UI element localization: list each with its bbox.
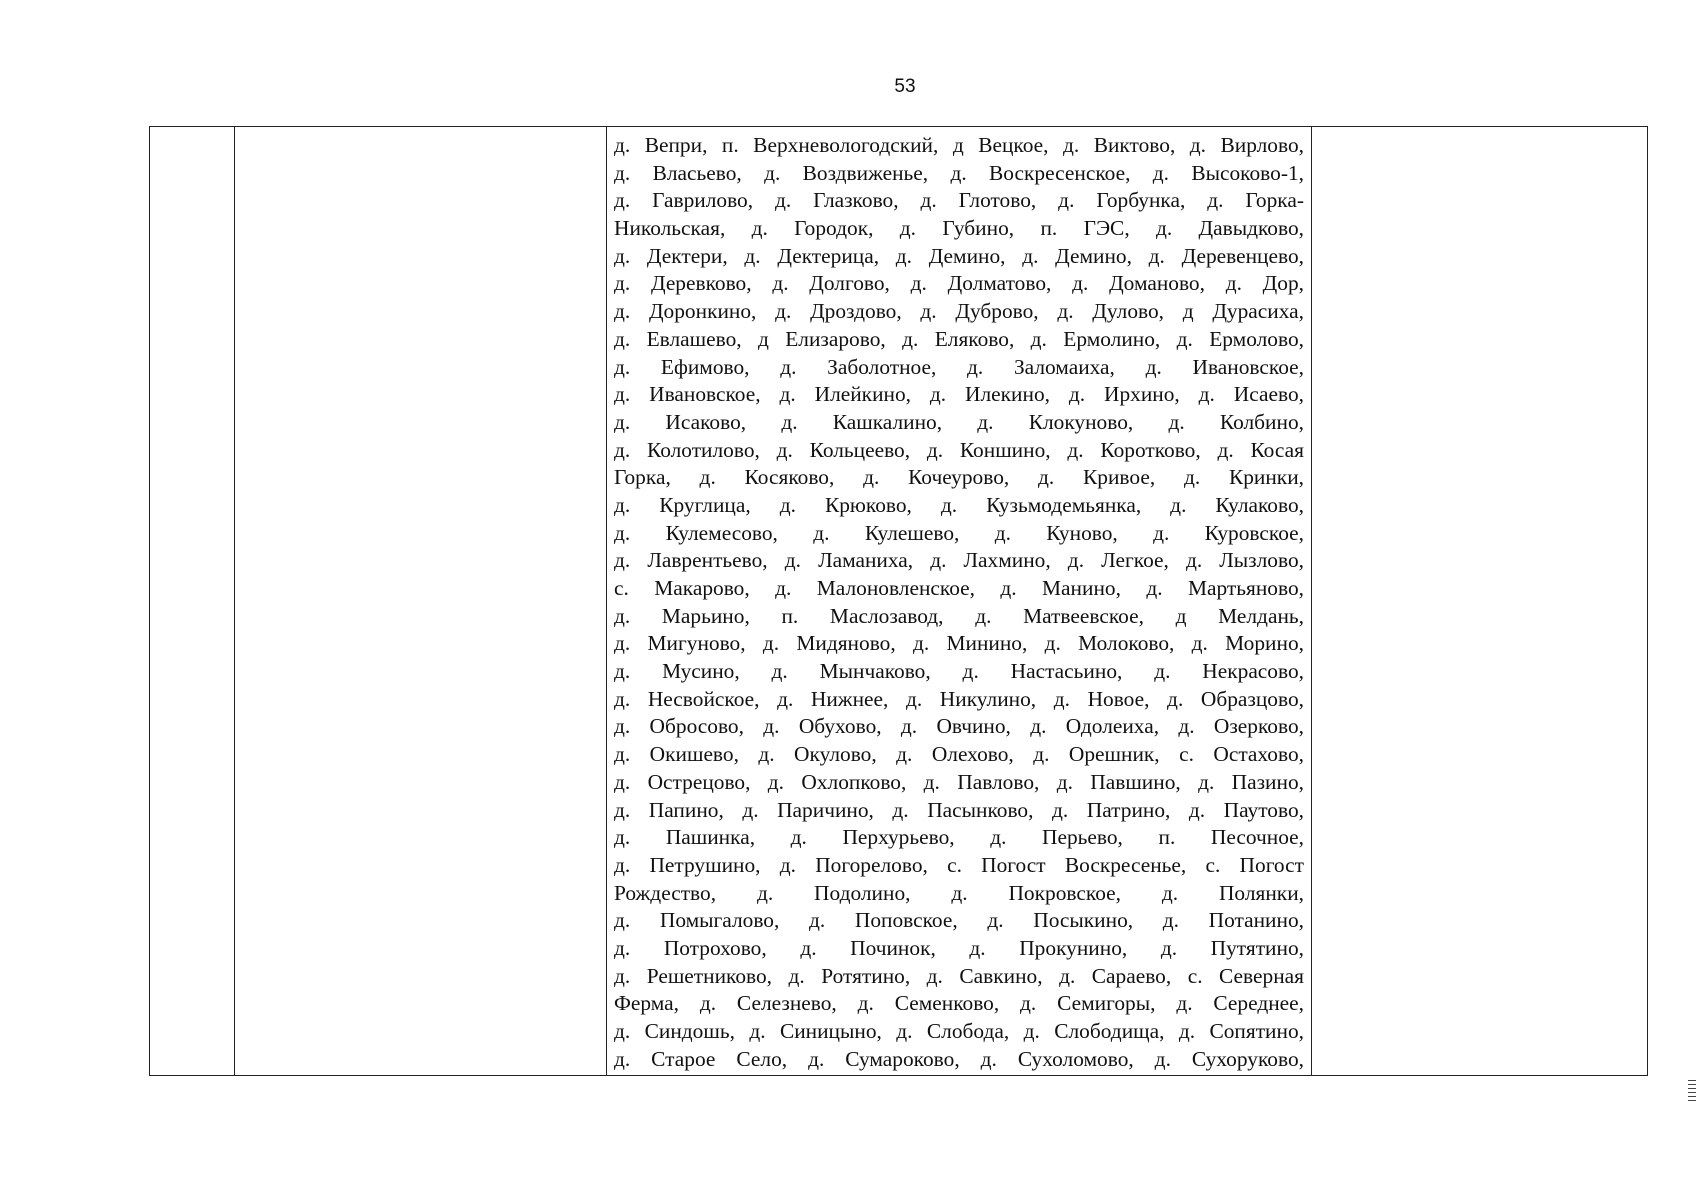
settlements-line: д. Кулемесово, д. Кулешево, д. Куново, д. Куровское,	[614, 520, 1304, 545]
settlements-line: Никольская, д. Городок, д. Губино, п. ГЭС, д. Давыдково,	[614, 216, 1304, 241]
margin-tick	[1688, 1092, 1696, 1093]
settlements-line: д. Доронкино, д. Дроздово, д. Дуброво, д. Дулово, д Дурасиха,	[614, 299, 1304, 324]
settlements-line: д. Колотилово, д. Кольцеево, д. Коншино, д. Коротково, д. Косая	[614, 437, 1304, 462]
settlements-line: д. Мигуново, д. Мидяново, д. Минино, д. Молоково, д. Морино,	[614, 631, 1304, 656]
settlements-line: д. Круглица, д. Крюково, д. Кузьмодемьянка, д. Кулаково,	[614, 492, 1304, 517]
settlements-line: д. Лаврентьево, д. Ламаниха, д. Лахмино, д. Легкое, д. Лызлово,	[614, 548, 1304, 573]
settlements-line: д. Вепри, п. Верхневологодский, д Вецкое, д. Виктово, д. Вирлово,	[614, 133, 1304, 157]
settlements-list-cell	[614, 132, 1304, 1072]
settlements-line: д. Деревково, д. Долгово, д. Долматово, д. Доманово, д. Дор,	[614, 271, 1304, 296]
settlements-line: д. Острецово, д. Охлопково, д. Павлово, д. Павшино, д. Пазино,	[614, 769, 1304, 794]
settlements-line: д. Евлашево, д Елизарово, д. Еляково, д. Ермолино, д. Ермолово,	[614, 326, 1304, 351]
settlements-line: д. Ефимово, д. Заболотное, д. Заломаиха, д. Ивановское,	[614, 354, 1304, 379]
settlements-line: д. Решетниково, д. Ротятино, д. Савкино, д. Сараево, с. Северная	[614, 963, 1304, 988]
settlements-line: д. Петрушино, д. Погорелово, с. Погост Воскресенье, с. Погост	[614, 852, 1304, 877]
settlements-line: д. Исаково, д. Кашкалино, д. Клокуново, д. Колбино,	[614, 409, 1304, 434]
table-column-divider-1	[234, 127, 235, 1075]
settlements-line: д. Марьино, п. Маслозавод, д. Матвеевское, д Мелдань,	[614, 603, 1304, 628]
margin-tick	[1688, 1080, 1696, 1081]
settlements-line: д. Гаврилово, д. Глазково, д. Глотово, д. Горбунка, д. Горка-	[614, 188, 1304, 213]
settlements-line: д. Помыгалово, д. Поповское, д. Посыкино, д. Потанино,	[614, 908, 1304, 933]
table-column-divider-3	[1311, 127, 1312, 1075]
settlements-line: д. Обросово, д. Обухово, д. Овчино, д. Одолеиха, д. Озерково,	[614, 714, 1304, 739]
settlements-line: д. Потрохово, д. Починок, д. Прокунино, д. Путятино,	[614, 935, 1304, 960]
margin-tick	[1688, 1088, 1696, 1089]
table-column-divider-2	[606, 127, 607, 1075]
settlements-line: д. Мусино, д. Мынчаково, д. Настасьино, д. Некрасово,	[614, 659, 1304, 684]
settlements-line: Рождество, д. Подолино, д. Покровское, д. Полянки,	[614, 880, 1304, 905]
settlements-line: д. Папино, д. Паричино, д. Пасынково, д. Патрино, д. Паутово,	[614, 797, 1304, 822]
settlements-line: д. Синдошь, д. Синицыно, д. Слобода, д. Слободища, д. Сопятино,	[614, 1019, 1304, 1043]
margin-tick	[1688, 1096, 1696, 1097]
settlements-line: Горка, д. Косяково, д. Кочеурово, д. Кривое, д. Кринки,	[614, 465, 1304, 490]
document-table	[149, 126, 1648, 1076]
settlements-line: д. Старое Село, д. Сумароково, д. Сухоломово, д. Сухоруково,	[614, 1046, 1304, 1071]
settlements-line: Ферма, д. Селезнево, д. Семенково, д. Семигоры, д. Середнее,	[614, 991, 1304, 1016]
settlements-line: д. Пашинка, д. Перхурьево, д. Перьево, п. Песочное,	[614, 825, 1304, 850]
page-number: 53	[894, 76, 916, 97]
settlements-line: с. Макарово, д. Малоновленское, д. Манино, д. Мартьяново,	[614, 576, 1304, 600]
settlements-line: д. Несвойское, д. Нижнее, д. Никулино, д. Новое, д. Образцово,	[614, 686, 1304, 711]
margin-tick	[1688, 1084, 1696, 1085]
settlements-line: д. Окишево, д. Окулово, д. Олехово, д. Орешник, с. Остахово,	[614, 742, 1304, 767]
settlements-line: д. Ивановское, д. Илейкино, д. Илекино, д. Ирхино, д. Исаево,	[614, 382, 1304, 407]
settlements-line: д. Власьево, д. Воздвиженье, д. Воскресенское, д. Высоково-1,	[614, 160, 1304, 185]
settlements-line: д. Дектери, д. Дектерица, д. Демино, д. Демино, д. Деревенцево,	[614, 243, 1304, 268]
margin-tick	[1688, 1100, 1696, 1101]
